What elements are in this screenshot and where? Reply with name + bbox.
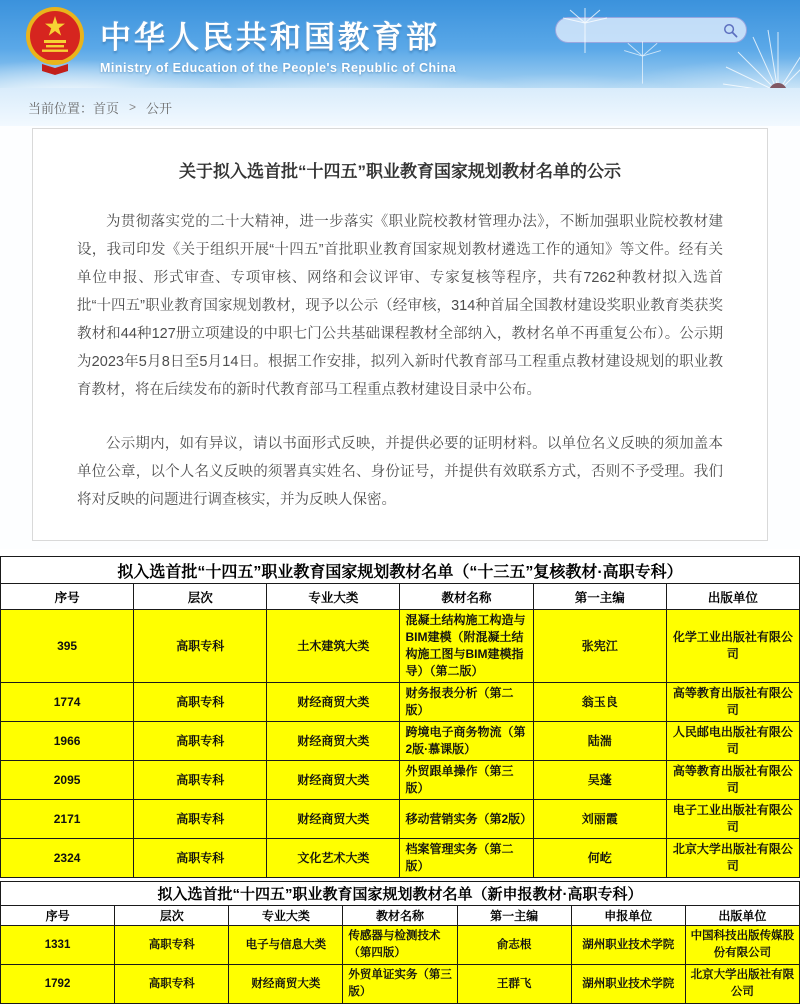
table-cell: 俞志根 bbox=[457, 926, 571, 965]
table-cell: 财务报表分析（第二版） bbox=[400, 683, 533, 722]
breadcrumb-link-public[interactable]: 公开 bbox=[146, 100, 173, 116]
table-cell: 2171 bbox=[1, 800, 134, 839]
column-header: 专业大类 bbox=[229, 906, 343, 926]
content-area bbox=[0, 126, 800, 549]
table-cell: 电子工业出版社有限公司 bbox=[666, 800, 799, 839]
table-cell: 北京大学出版社有限公司 bbox=[666, 839, 799, 878]
table-cell: 王群飞 bbox=[457, 965, 571, 1004]
column-header: 第一主编 bbox=[533, 584, 666, 610]
table-cell: 财经商贸大类 bbox=[267, 722, 400, 761]
breadcrumb-label: 当前位置： bbox=[28, 100, 94, 116]
table-cell: 人民邮电出版社有限公司 bbox=[666, 722, 799, 761]
table-cell: 1966 bbox=[1, 722, 134, 761]
table-cell: 2095 bbox=[1, 761, 134, 800]
table-cell: 传感器与检测技术（第四版） bbox=[343, 926, 457, 965]
table-cell: 跨境电子商务物流（第2版·慕课版） bbox=[400, 722, 533, 761]
announcement-paragraph: 为贯彻落实党的二十大精神，进一步落实《职业院校教材管理办法》，不断加强职业院校教材建设，我司印发《关于组织开展“十四五”首批职业教育国家规划教材遴选工作的通知》等文件。经有关单位申报、形式审查、专项审核、网络和会议评审、专家复核等程序，共有7262种教材拟入选首批“十四五”职业教育国家规划教材，现予以公示（经审核，314种首届全国教材建设奖职业教育类获奖教材和44种127册立项建设的中职七门公共基础课程教材全部纳入，教材名单不再重复公布）。公示期为2023年5月8日至5月14日。根据工作安排，拟列入新时代教育部马工程重点教材建设规划的职业教育教材，将在后续发布的新时代教育部马工程重点教材建设目录中公布。 bbox=[77, 214, 723, 398]
table-row bbox=[1, 965, 800, 1004]
breadcrumb bbox=[0, 88, 800, 126]
column-header: 层次 bbox=[115, 906, 229, 926]
table-cell: 高职专科 bbox=[115, 965, 229, 1004]
table-cell: 高职专科 bbox=[115, 926, 229, 965]
table-cell: 吴蓬 bbox=[533, 761, 666, 800]
table-title: 拟入选首批“十四五”职业教育国家规划教材名单（新申报教材·高职专科） bbox=[1, 882, 800, 906]
table-cell: 档案管理实务（第二版） bbox=[400, 839, 533, 878]
logo-text bbox=[100, 12, 456, 75]
table-cell: 电子与信息大类 bbox=[229, 926, 343, 965]
table-cell: 化学工业出版社有限公司 bbox=[666, 610, 799, 683]
table-cell: 土木建筑大类 bbox=[267, 610, 400, 683]
breadcrumb-separator: > bbox=[129, 100, 137, 114]
table-header-row bbox=[1, 906, 800, 926]
column-header: 专业大类 bbox=[267, 584, 400, 610]
table-cell: 财经商贸大类 bbox=[267, 800, 400, 839]
table-header-row bbox=[1, 584, 800, 610]
table-cell: 高等教育出版社有限公司 bbox=[666, 683, 799, 722]
table-cell: 刘丽霞 bbox=[533, 800, 666, 839]
column-header: 教材名称 bbox=[400, 584, 533, 610]
column-header: 出版单位 bbox=[685, 906, 799, 926]
site-header bbox=[0, 0, 800, 88]
spacer bbox=[0, 549, 800, 556]
table-row bbox=[1, 926, 800, 965]
table-cell: 翁玉良 bbox=[533, 683, 666, 722]
column-header: 层次 bbox=[134, 584, 267, 610]
table-cell: 高职专科 bbox=[134, 800, 267, 839]
table-title: 拟入选首批“十四五”职业教育国家规划教材名单（“十三五”复核教材·高职专科） bbox=[1, 557, 800, 584]
table-cell: 高职专科 bbox=[134, 761, 267, 800]
table-row bbox=[1, 610, 800, 683]
breadcrumb-link-home[interactable]: 首页 bbox=[93, 100, 120, 116]
column-header: 序号 bbox=[1, 906, 115, 926]
column-header: 序号 bbox=[1, 584, 134, 610]
column-header: 出版单位 bbox=[666, 584, 799, 610]
table-cell: 混凝土结构施工构造与BIM建模（附混凝土结构施工图与BIM建模指导）（第二版） bbox=[400, 610, 533, 683]
table-cell: 1774 bbox=[1, 683, 134, 722]
table-row bbox=[1, 722, 800, 761]
table-cell: 陆湍 bbox=[533, 722, 666, 761]
site-subtitle: Ministry of Education of the People's Republic of China bbox=[100, 60, 457, 75]
table-cell: 高职专科 bbox=[134, 722, 267, 761]
column-header: 第一主编 bbox=[457, 906, 571, 926]
review-textbook-table bbox=[0, 556, 800, 878]
table-cell: 高职专科 bbox=[134, 610, 267, 683]
table-cell: 1792 bbox=[1, 965, 115, 1004]
ministry-logo-link[interactable] bbox=[24, 4, 456, 76]
table-cell: 395 bbox=[1, 610, 134, 683]
table-cell: 张宪江 bbox=[533, 610, 666, 683]
announcement-box bbox=[32, 128, 768, 541]
site-title: 中华人民共和国教育部 bbox=[100, 19, 440, 55]
table-cell: 湖州职业技术学院 bbox=[571, 926, 685, 965]
table-cell: 中国科技出版传媒股份有限公司 bbox=[685, 926, 799, 965]
national-emblem-icon bbox=[24, 4, 86, 76]
table-cell: 外贸跟单操作（第三版） bbox=[400, 761, 533, 800]
table-cell: 1331 bbox=[1, 926, 115, 965]
table-cell: 财经商贸大类 bbox=[267, 683, 400, 722]
table-cell: 移动营销实务（第2版） bbox=[400, 800, 533, 839]
table-cell: 湖州职业技术学院 bbox=[571, 965, 685, 1004]
column-header: 教材名称 bbox=[343, 906, 457, 926]
dandelion-decoration bbox=[708, 22, 800, 88]
new-application-textbook-table bbox=[0, 881, 800, 1004]
table-cell: 高职专科 bbox=[134, 683, 267, 722]
table-cell: 何屹 bbox=[533, 839, 666, 878]
table-cell: 财经商贸大类 bbox=[229, 965, 343, 1004]
table-row bbox=[1, 800, 800, 839]
table-row bbox=[1, 683, 800, 722]
dandelion-seed-icon bbox=[615, 35, 670, 88]
table-cell: 高等教育出版社有限公司 bbox=[666, 761, 799, 800]
announcement-title: 关于拟入选首批“十四五”职业教育国家规划教材名单的公示 bbox=[179, 162, 621, 181]
table-cell: 文化艺术大类 bbox=[267, 839, 400, 878]
table-row bbox=[1, 839, 800, 878]
table-cell: 财经商贸大类 bbox=[267, 761, 400, 800]
announcement-paragraph: 公示期内，如有异议，请以书面形式反映，并提供必要的证明材料。以单位名义反映的须加盖本单位公章，以个人名义反映的须署真实姓名、身份证号，并提供有效联系方式，否则不予受理。我们将对反映的问题进行调查核实，并为反映人保密。 bbox=[77, 436, 723, 508]
table-cell: 北京大学出版社有限公司 bbox=[685, 965, 799, 1004]
table-row bbox=[1, 761, 800, 800]
table-cell: 2324 bbox=[1, 839, 134, 878]
dandelion-seed-icon bbox=[555, 8, 615, 58]
table-cell: 外贸单证实务（第三版） bbox=[343, 965, 457, 1004]
table-cell: 高职专科 bbox=[134, 839, 267, 878]
column-header: 申报单位 bbox=[571, 906, 685, 926]
